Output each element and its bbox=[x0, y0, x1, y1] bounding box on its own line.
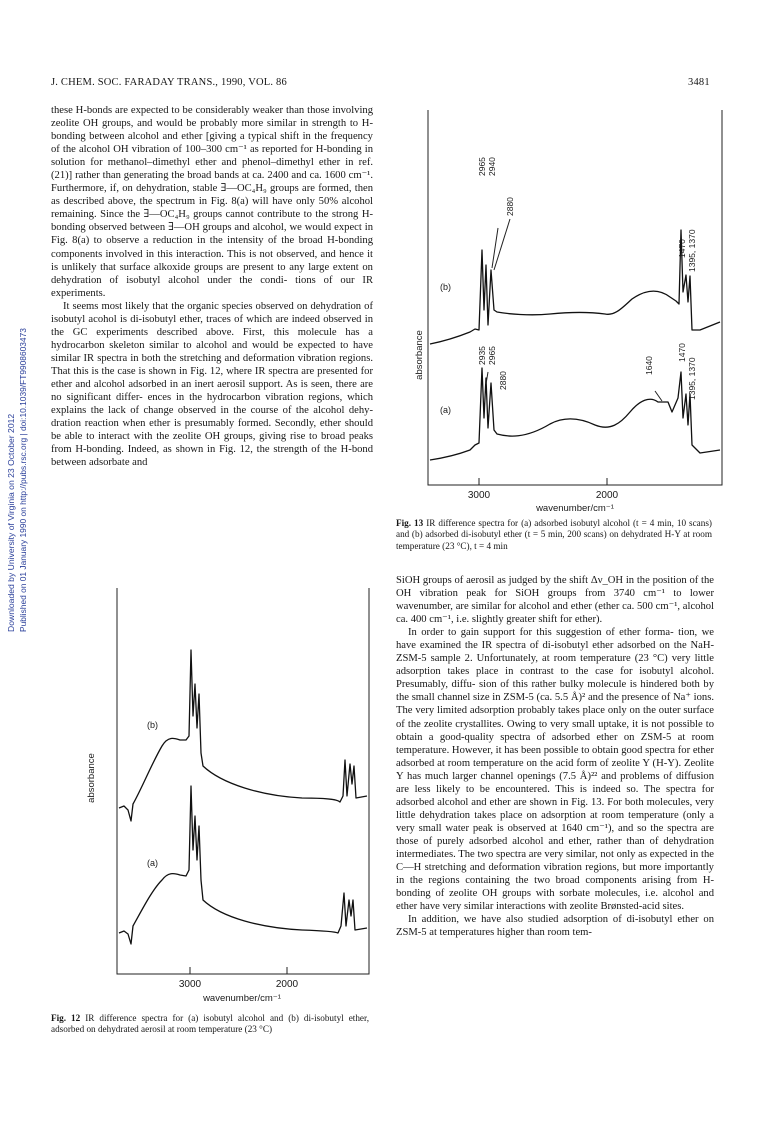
svg-text:1395, 1370: 1395, 1370 bbox=[687, 357, 697, 400]
fig12-label-b: (b) bbox=[147, 720, 158, 730]
page-number: 3481 bbox=[688, 77, 710, 88]
left-column-text bbox=[51, 104, 373, 469]
fig13-label-a: (a) bbox=[440, 405, 451, 415]
svg-text:2965: 2965 bbox=[487, 346, 497, 365]
svg-text:2935: 2935 bbox=[477, 346, 487, 365]
download-sidebar bbox=[4, 180, 38, 630]
fig13-caption bbox=[396, 518, 712, 552]
fig12-trace-b bbox=[119, 650, 367, 821]
fig12-caption-label: Fig. 12 bbox=[51, 1013, 81, 1023]
svg-text:1470: 1470 bbox=[677, 343, 687, 362]
fig13-axes bbox=[428, 110, 722, 485]
fig12-axes bbox=[117, 588, 369, 974]
fig13-trace-a bbox=[430, 368, 720, 460]
fig12-caption bbox=[51, 1013, 369, 1036]
fig12-ylabel: absorbance bbox=[86, 753, 97, 803]
fig13-caption-label: Fig. 13 bbox=[396, 518, 424, 528]
doi-link[interactable]: Published on 01 January 1990 on http://pubs.rsc.org | doi:10.1039/FT9908603473 bbox=[18, 328, 28, 632]
paragraph-3: SiOH groups of aerosil as judged by the shift Δν_OH in the position of the OH vibration peak for SiOH groups from 3740 cm⁻¹ to lower wavenumber, are similar for alcohol and ether (ether ca. 500 cm⁻¹, alcohol ca. 400 cm⁻¹, i.e. slightly greater shift for ether). bbox=[396, 575, 714, 626]
svg-text:2880: 2880 bbox=[505, 197, 515, 216]
fig13-xlabel: wavenumber/cm⁻¹ bbox=[536, 503, 614, 514]
paragraph-1: these H-bonds are expected to be considerably weaker than those involving zeolite OH groups, and would be probably more similar in strength to H-bonding between alcohol and ether [giving a typical shift in the frequency of the alcohol OH vibration of 100–300 cm⁻¹ as reported for H-bonding in solution for methanol–dimethyl ether and phenol–dimethyl ether in ref. (21)] rather than generating the broad bands at ca. 2400 and ca. 1600 cm⁻¹. Furthermore, if, on dehydration, stable ∃—OC₄H₉ groups are formed, then as described above, the spectrum in Fig. 8(a) will have only 50% alcohol remaining. Since the ∃—OC₄H₉ groups cannot contribute to the strong H-bonding observed between ∃—OH groups and alcohol, we would expect in Fig. 8(a) to observe a reduction in the intensity of the broad H-bonding components involved in this interaction. This is not observed, and hence it is unlikely that surface alkoxide groups are present to any large extent on dehydration of isobutyl alcohol under the condi- tions of our IR experiments. bbox=[51, 105, 374, 299]
fig13-tick-3000: 3000 bbox=[467, 490, 491, 501]
fig13-plot bbox=[400, 100, 730, 515]
fig12-xlabel: wavenumber/cm⁻¹ bbox=[203, 993, 281, 1004]
svg-text:1640: 1640 bbox=[644, 356, 654, 375]
fig13-ylabel: absorbance bbox=[414, 330, 425, 380]
paragraph-4: In order to gain support for this suggestion of ether forma- tion, we have examined the IR spectra of di-isobutyl ether adsorbed on the NaH-ZSM-5 sample 2. Unfortunately, at room temperature (23 °C) very little adsorption takes place in contrast to the case for isobutyl alcohol. Presumably, diffu- sion of this rather bulky molecule is hindered both by the small channel size in ZSM-5 (ca. 5.5 Å)² and the presence of Na⁺ ions. The very limited adsorption probably takes place only on the outer surface of the zeolite crystallites. Owing to very small uptake, it is not possible to obtain a good-quality spectra of adsorbed ether on ZSM-5 at room temperature. However, it has been possible to obtain good spectra for ether adsorbed at room temperature on the acid form of zeolite Y (H-Y). Zeolite Y has much larger channel openings (7.5 Å)²² and problems of diffusion are less likely to be encountered. This is indeed so. The spectra for adsorbed alcohol and ether are shown in Fig. 13. For both molecules, very little dehydration takes place on adsorption at room temperature (only a very small water peak is observed at 1640 cm⁻¹), and so the spectra are those of purely adsorbed alcohol and ether, rather than of dehydration intermediates. The two spectra are very similar, not only as expected in the C—H stretching and deformation vibration regions, but more importantly in the regions containing the two broad components arising from H-bonding of zeolite OH groups with sorbate molecules, i.e. alcohol and ether have very similar interactions with zeolite Brønsted-acid sites. bbox=[396, 627, 715, 913]
right-column-text bbox=[396, 574, 714, 939]
svg-text:2965: 2965 bbox=[477, 157, 487, 176]
paragraph-2: It seems most likely that the organic species observed on dehydration of isobutyl acohol is di-isobutyl ether, traces of which are indeed observed in the GC experiments described above. First, this molecule has a hydrocarbon skeleton similar to alcohol and would be expected to have similar IR spectra in both the stretching and deformation vibration regions. That this is the case is shown in Fig. 12, where IR spectra are presented for ether and alcohol adsorbed in an inert aerosil support. As is seen, there are no significant differ- ences in the hydrocarbon vibration regions, which explains the lack of change observed in the course of the alcohol dehy- dration reaction when ether is presumably formed. Secondly, ether should be able to interact with the zeolite OH groups, giving rise to broad peaks from H-bonding. Indeed, as shown in Fig. 12, the strength of the H-bond between adsorbate and bbox=[51, 300, 374, 469]
svg-text:1395, 1370: 1395, 1370 bbox=[687, 229, 697, 272]
fig12-plot bbox=[62, 588, 372, 1006]
svg-text:2940: 2940 bbox=[487, 157, 497, 176]
fig12-tick-2000: 2000 bbox=[275, 979, 299, 990]
fig13-label-b: (b) bbox=[440, 282, 451, 292]
fig13-caption-text: IR difference spectra for (a) adsorbed isobutyl alcohol (t = 4 min, 10 scans) and (b) adsorbed di-isobutyl ether (t = 5 min, 200 scans) on dehydrated H-Y at room temperature (23 °C), t = 4 min bbox=[396, 518, 712, 551]
paragraph-5: In addition, we have also studied adsorption of di-isobutyl ether on ZSM-5 at temperatures higher than room tem- bbox=[396, 914, 714, 939]
journal-header: J. CHEM. SOC. FARADAY TRANS., 1990, VOL. 86 bbox=[51, 77, 287, 88]
fig13-tick-2000: 2000 bbox=[595, 490, 619, 501]
fig13-peaks-a bbox=[477, 343, 697, 401]
fig12-label-a: (a) bbox=[147, 858, 158, 868]
fig12-caption-text: IR difference spectra for (a) isobutyl alcohol and (b) di-isobutyl ether, adsorbed on dehydrated aerosil at room temperature (23 °C) bbox=[51, 1013, 369, 1035]
fig13-peaks-b bbox=[477, 157, 697, 272]
download-notice: Downloaded by University of Virginia on 23 October 2012 bbox=[6, 413, 16, 632]
fig12-tick-3000: 3000 bbox=[178, 979, 202, 990]
svg-text:1470: 1470 bbox=[677, 239, 687, 258]
svg-text:2880: 2880 bbox=[498, 371, 508, 390]
